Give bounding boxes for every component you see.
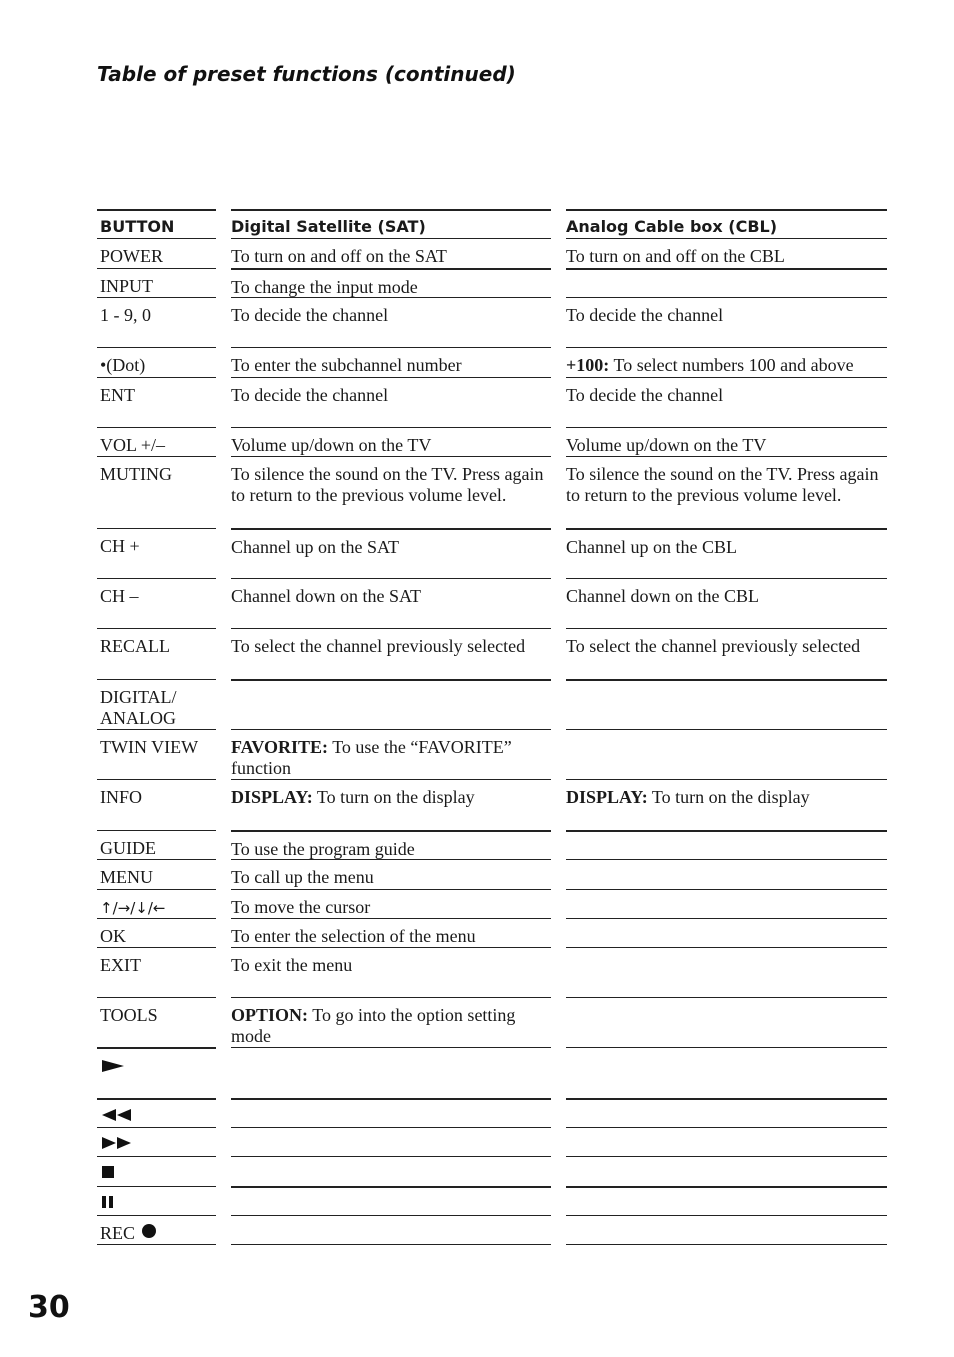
table-cell-cbl xyxy=(566,918,887,947)
table-cell-sat: To exit the menu xyxy=(231,947,551,997)
table-cell-button: TOOLS xyxy=(97,997,216,1047)
table-cell-sat xyxy=(231,679,551,729)
button-column xyxy=(97,209,216,1245)
table-cell-cbl xyxy=(566,889,887,918)
display-label: DISPLAY: xyxy=(231,787,313,807)
table-cell-cbl: To select the channel previously selected xyxy=(566,628,887,679)
table-cell-sat xyxy=(231,1047,551,1098)
table-cell-sat: To change the input mode xyxy=(231,268,551,297)
table-cell-button xyxy=(97,889,216,918)
display-text: To turn on the display xyxy=(316,787,475,807)
table-cell-sat: To enter the selection of the menu xyxy=(231,918,551,947)
table-cell-sat: To enter the subchannel number xyxy=(231,347,551,377)
record-icon xyxy=(140,1223,158,1239)
display-label: DISPLAY: xyxy=(566,787,648,807)
favorite-label: FAVORITE: xyxy=(231,737,328,757)
table-cell-cbl: Channel up on the CBL xyxy=(566,528,887,578)
rewind-icon xyxy=(100,1107,134,1123)
table-cell-sat xyxy=(231,1127,551,1156)
table-cell-button: INPUT xyxy=(97,268,216,297)
table-cell-sat: Channel up on the SAT xyxy=(231,528,551,578)
table-cell-cbl: To silence the sound on the TV. Press again to return to the previous volume level. xyxy=(566,456,887,528)
table-cell-button: TWIN VIEW xyxy=(97,729,216,779)
cbl-column xyxy=(566,209,887,1245)
table-cell-button: POWER xyxy=(97,238,216,268)
page-heading: Table of preset functions (continued) xyxy=(97,62,516,86)
table-cell-cbl: Channel down on the CBL xyxy=(566,578,887,628)
table-cell-button: VOL +/– xyxy=(97,427,216,456)
table-cell-button: DIGITAL/ ANALOG xyxy=(97,679,216,729)
table-cell-sat: Volume up/down on the TV xyxy=(231,427,551,456)
table-cell-sat xyxy=(231,779,551,830)
header-cbl: Analog Cable box (CBL) xyxy=(566,209,887,238)
table-cell-cbl xyxy=(566,1156,887,1186)
header-sat: Digital Satellite (SAT) xyxy=(231,209,551,238)
table-cell-cbl xyxy=(566,997,887,1047)
table-cell-sat xyxy=(231,997,551,1047)
table-cell-button: CH + xyxy=(97,528,216,578)
table-cell-cbl xyxy=(566,859,887,889)
table-cell-button: ENT xyxy=(97,377,216,427)
table-cell-cbl xyxy=(566,1186,887,1215)
table-cell-cbl xyxy=(566,830,887,859)
page-number: 30 xyxy=(28,1290,70,1325)
table-cell-button: INFO xyxy=(97,779,216,830)
table-cell-button: EXIT xyxy=(97,947,216,997)
table-cell-cbl xyxy=(566,1215,887,1245)
table-cell-sat: To call up the menu xyxy=(231,859,551,889)
table-cell-cbl xyxy=(566,347,887,377)
rec-label: REC xyxy=(100,1223,136,1243)
table-cell-cbl xyxy=(566,679,887,729)
table-cell-sat xyxy=(231,1098,551,1127)
table-cell-cbl xyxy=(566,1098,887,1127)
table-cell-cbl xyxy=(566,268,887,297)
table-cell-cbl: To decide the channel xyxy=(566,297,887,347)
table-cell-sat: To use the program guide xyxy=(231,830,551,859)
pause-icon xyxy=(100,1194,116,1210)
table-cell-cbl xyxy=(566,1127,887,1156)
table-cell-button xyxy=(97,1215,216,1245)
option-text: To go into the option setting mode xyxy=(231,1005,516,1046)
table-cell-cbl xyxy=(566,729,887,779)
table-cell-sat: Channel down on the SAT xyxy=(231,578,551,628)
table-cell-button xyxy=(97,1098,216,1127)
table-cell-sat: To decide the channel xyxy=(231,377,551,427)
table-cell-sat: To turn on and off on the SAT xyxy=(231,238,551,268)
table-cell-button xyxy=(97,1186,216,1215)
table-cell-sat: To select the channel previously selected xyxy=(231,628,551,679)
option-label: OPTION: xyxy=(231,1005,309,1025)
table-cell-button: •(Dot) xyxy=(97,347,216,377)
favorite-text: To use the “FAVORITE” function xyxy=(231,737,512,778)
table-cell-cbl xyxy=(566,947,887,997)
table-cell-button: GUIDE xyxy=(97,830,216,859)
table-cell-cbl: To decide the channel xyxy=(566,377,887,427)
table-cell-cbl xyxy=(566,1047,887,1098)
stop-icon xyxy=(100,1164,116,1180)
table-cell-sat: To decide the channel xyxy=(231,297,551,347)
display-text: To turn on the display xyxy=(651,787,810,807)
plus100-text: To select numbers 100 and above xyxy=(613,355,854,375)
table-cell-button: RECALL xyxy=(97,628,216,679)
header-button: BUTTON xyxy=(97,209,216,238)
play-icon xyxy=(100,1058,126,1074)
plus100-label: +100: xyxy=(566,355,610,375)
table-cell-button xyxy=(97,1156,216,1186)
table-cell-cbl: To turn on and off on the CBL xyxy=(566,238,887,268)
table-cell-sat xyxy=(231,1215,551,1245)
table-cell-button: CH – xyxy=(97,578,216,628)
table-cell-button: 1 - 9, 0 xyxy=(97,297,216,347)
table-cell-cbl xyxy=(566,779,887,830)
table-cell-sat: To silence the sound on the TV. Press again to return to the previous volume level. xyxy=(231,456,551,528)
table-cell-button: MENU xyxy=(97,859,216,889)
table-cell-button: OK xyxy=(97,918,216,947)
fast-forward-icon xyxy=(100,1135,134,1151)
table-cell-sat: To move the cursor xyxy=(231,889,551,918)
table-cell-sat xyxy=(231,1156,551,1186)
table-cell-button xyxy=(97,1127,216,1156)
table-cell-sat xyxy=(231,1186,551,1215)
arrow-keys-icon: ↑/→/↓/← xyxy=(100,899,166,917)
table-cell-cbl: Volume up/down on the TV xyxy=(566,427,887,456)
table-cell-button xyxy=(97,1047,216,1098)
table-cell-button: MUTING xyxy=(97,456,216,528)
table-cell-sat xyxy=(231,729,551,779)
sat-column xyxy=(231,209,551,1245)
